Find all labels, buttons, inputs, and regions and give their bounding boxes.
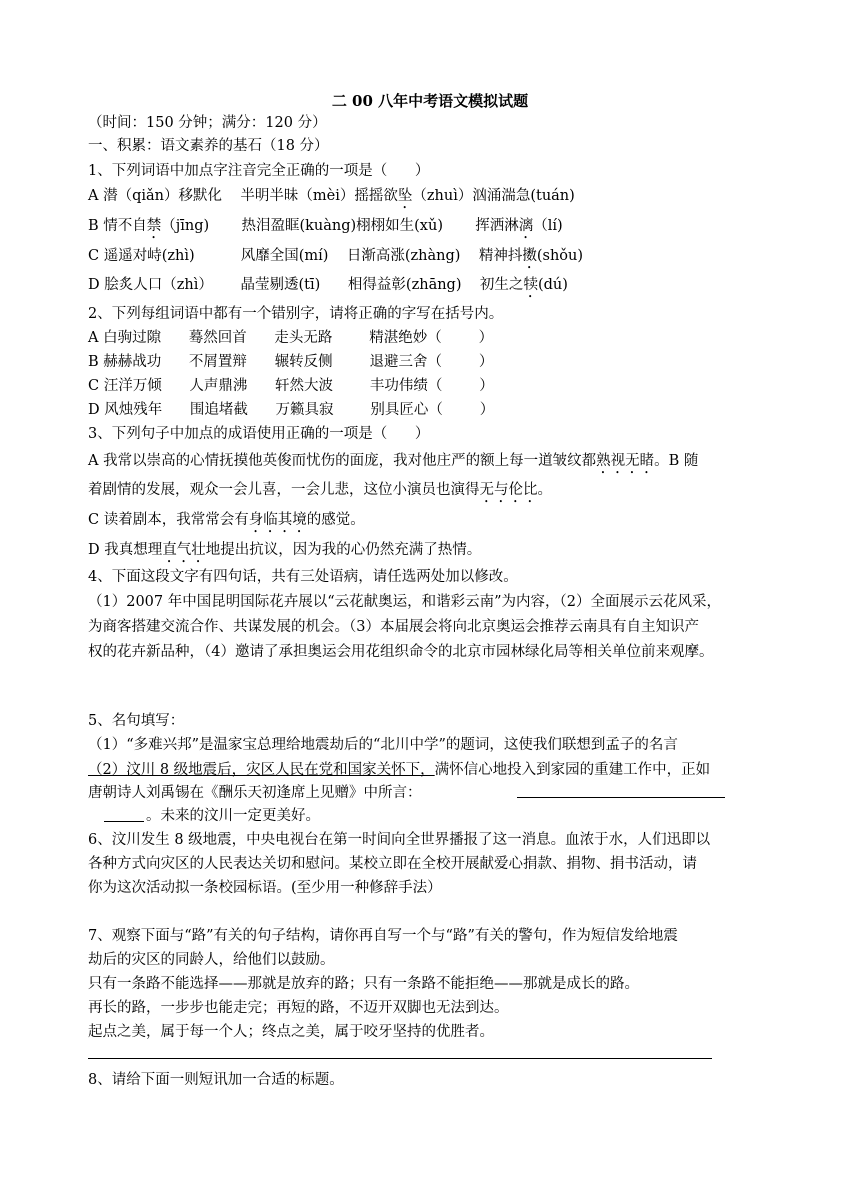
question-4-passage-line: 为商客搭建交流合作、共谋发展的机会。（3）本届展会将向北京奥运会推荐云南具有自主知识产	[88, 619, 699, 635]
dotted-idiom: 直气壮	[162, 542, 206, 558]
question-4-passage-line: 权的花卉新品种，（4）邀请了承担奥运会用花组织命令的北京市园林绿化局等相关单位前来观摩。	[88, 644, 714, 660]
page-title: 二 00 八年中考语文模拟试题	[331, 92, 529, 110]
dotted-char: 犊	[523, 277, 538, 293]
question-1-stem: 1、下列词语中加点字注音完全正确的一项是（ ）	[88, 163, 430, 179]
question-7-line: 7、观察下面与“路”有关的句子结构，请你再自写一个与“路”有关的警句，作为短信发给地震	[88, 928, 678, 944]
question-6-line: 6、汶川发生 8 级地震，中央电视台在第一时间向全世界播报了这一消息。血浓于水，人们迅即以	[88, 832, 711, 848]
question-1-option-d: D 脍炙人口（zhì） 晶莹剔透(tī) 相得益彰(zhāng) 初生之犊(dú)	[88, 277, 568, 293]
question-2-row: D 风烛残年 围追堵截 万籁具寂 别具匠心（ ）	[88, 402, 495, 418]
question-6-line: 你为这次活动拟一条校园标语。(至少用一种修辞手法）	[88, 880, 442, 896]
question-7-line: 劫后的灾区的同龄人，给他们以鼓励。	[88, 952, 335, 968]
question-2-stem: 2、下列每组词语中都有一个错别字，请将正确的字写在括号内。	[88, 306, 504, 322]
question-1-option-c: C 遥遥对峙(zhì) 风靡全国(mí) 日渐高涨(zhàng) 精神抖擞(shǒu)	[88, 248, 584, 264]
question-5-line-4: 。未来的汶川一定更美好。	[146, 808, 320, 824]
dotted-idiom: 熟视无睹	[596, 453, 655, 469]
question-7-example: 起点之美，属于每一个人；终点之美，属于咬牙坚持的优胜者。	[88, 1024, 494, 1040]
question-6-line: 各种方式向灾区的人民表达关切和慰问。某校立即在全校开展献爱心捐款、捐物、捐书活动，请	[88, 856, 697, 872]
question-3-option-b: 着剧情的发展，观众一会儿喜，一会儿悲，这位小演员也演得无与伦比。	[88, 482, 552, 498]
question-1-option-b: B 情不自禁（jīng) 热泪盈眶(kuàng)栩栩如生(xǔ) 挥洒淋漓（lí)	[88, 218, 563, 234]
question-5-line-1: （1）“多难兴邦”是温家宝总理给地震劫后的“北川中学”的题词，这使我们联想到孟子的名言	[88, 737, 678, 753]
dotted-char: 禁	[146, 218, 162, 234]
section-heading: 一、积累：语文素养的基石（18 分）	[88, 138, 329, 154]
question-2-row: C 汪洋万倾 人声鼎沸 轩然大波 丰功伟绩（ ）	[88, 378, 494, 394]
question-7-example: 再长的路，一步步也能走完；再短的路，不迈开双脚也无法到达。	[88, 1000, 509, 1016]
answer-line[interactable]	[88, 1058, 712, 1059]
question-8-stem: 8、请给下面一则短讯加一合适的标题。	[88, 1072, 344, 1088]
question-5-line-3: 唐朝诗人刘禹锡在《酬乐天初逢席上见赠》中所言：	[88, 785, 422, 801]
question-4-passage-line: （1）2007 年中国昆明国际花卉展以“云花献奥运，和谐彩云南”为内容，（2）全面展示云花风采，	[88, 594, 722, 610]
dotted-idiom: 无与伦比	[479, 482, 538, 498]
answer-blank-line[interactable]	[104, 821, 144, 822]
question-3-option-c: C 读着剧本，我常常会有身临其境的感觉。	[88, 512, 365, 528]
question-2-row: A 白驹过隙 蓦然回首 走头无路 精湛绝妙（ ）	[88, 330, 494, 346]
answer-blank-line[interactable]	[517, 797, 725, 798]
question-2-row: B 赫赫战功 不屑置辩 辗转反侧 退避三舍（ ）	[88, 354, 494, 370]
question-3-option-a: A 我常以崇高的心情抚摸他英俊而忧伤的面庞，我对他庄严的额上每一道皱纹都熟视无睹。B 随	[88, 453, 699, 469]
question-5-line-2: （2）汶川 8 级地震后，灾区人民在党和国家关怀下，满怀信心地投入到家园的重建工作中，正如	[88, 762, 711, 778]
question-5-stem: 5、名句填写：	[88, 713, 185, 729]
dotted-char: 坠	[397, 188, 413, 204]
question-3-stem: 3、下列句子中加点的成语使用正确的一项是（ ）	[88, 426, 430, 442]
dotted-idiom: 身临其境	[248, 512, 307, 528]
dotted-char: 擞	[522, 248, 537, 264]
question-1-option-a: A 潜（qiǎn）移默化 半明半昧（mèi）摇摇欲坠（zhuì）汹涌湍急(tuán)	[88, 188, 575, 204]
question-4-stem: 4、下面这段文字有四句话，共有三处语病，请任选两处加以修改。	[88, 569, 518, 585]
question-3-option-d: D 我真想理直气壮地提出抗议，因为我的心仍然充满了热情。	[88, 542, 482, 558]
question-7-example: 只有一条路不能选择——那就是放弃的路；只有一条路不能拒绝——那就是成长的路。	[88, 976, 639, 992]
exam-meta: （时间：150 分钟；满分：120 分）	[88, 115, 327, 131]
dotted-char: 漓	[518, 218, 534, 234]
underlined-text: （2）汶川 8 级地震后，灾区人民在党和国家关怀下，	[88, 762, 435, 778]
